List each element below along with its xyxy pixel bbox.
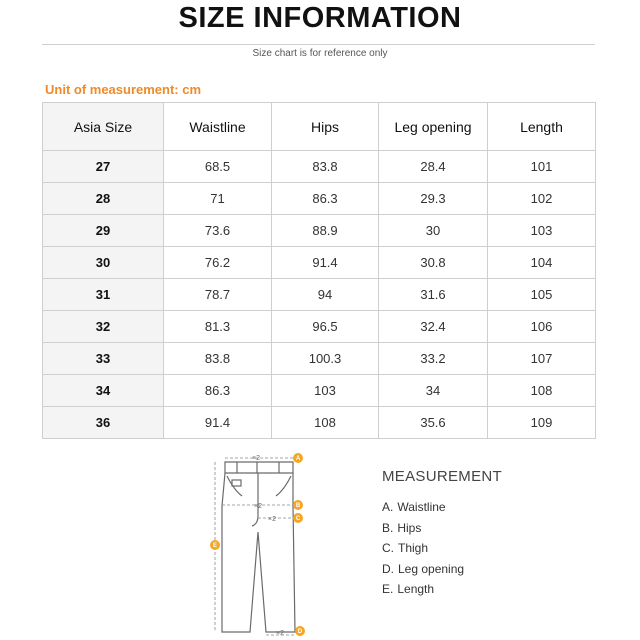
waistline-cell: 86.3 — [164, 375, 272, 407]
measurement-title: MEASUREMENT — [382, 468, 502, 485]
size-table — [42, 102, 596, 439]
unit-note: Unit of measurement: cm — [45, 82, 202, 97]
size-cell: 31 — [43, 279, 164, 311]
legend-letter: A. — [382, 500, 394, 514]
column-header-hips: Hips — [272, 103, 379, 151]
table-row — [43, 215, 596, 247]
waistline-cell: 78.7 — [164, 279, 272, 311]
table-row — [43, 311, 596, 343]
waist-multiplier: ×2 — [252, 455, 260, 462]
legend-item — [382, 520, 464, 541]
leg-opening-cell: 30 — [379, 215, 488, 247]
legend-label: Waistline — [397, 500, 446, 514]
hips-cell: 86.3 — [272, 183, 379, 215]
hips-cell: 100.3 — [272, 343, 379, 375]
legend-item — [382, 540, 464, 561]
table-row — [43, 183, 596, 215]
length-cell: 102 — [488, 183, 596, 215]
column-header-waistline: Waistline — [164, 103, 272, 151]
table-row — [43, 343, 596, 375]
size-cell: 29 — [43, 215, 164, 247]
length-cell: 106 — [488, 311, 596, 343]
size-cell: 32 — [43, 311, 164, 343]
leg-opening-cell: 33.2 — [379, 343, 488, 375]
marker-b-label: B — [295, 503, 301, 509]
size-cell: 30 — [43, 247, 164, 279]
column-header-length: Length — [488, 103, 596, 151]
leg-opening-cell: 35.6 — [379, 407, 488, 439]
waistline-cell: 81.3 — [164, 311, 272, 343]
hips-cell: 103 — [272, 375, 379, 407]
table-row — [43, 279, 596, 311]
table-row — [43, 247, 596, 279]
legend-item — [382, 581, 464, 602]
title-divider — [42, 44, 595, 45]
leg-opening-cell: 32.4 — [379, 311, 488, 343]
column-header-asia-size: Asia Size — [43, 103, 164, 151]
pants-waistband — [225, 462, 293, 473]
table-row — [43, 151, 596, 183]
size-cell: 34 — [43, 375, 164, 407]
marker-a-label: A — [295, 456, 301, 462]
pants-diagram — [200, 446, 320, 640]
hips-cell: 91.4 — [272, 247, 379, 279]
measurement-legend — [382, 499, 464, 602]
marker-e-label: E — [212, 543, 218, 549]
leg-opening-cell: 34 — [379, 375, 488, 407]
size-cell: 36 — [43, 407, 164, 439]
waistline-cell: 68.5 — [164, 151, 272, 183]
legend-label: Hips — [397, 520, 422, 535]
leg-opening-cell: 30.8 — [379, 247, 488, 279]
length-cell: 103 — [488, 215, 596, 247]
waistline-cell: 76.2 — [164, 247, 272, 279]
legend-letter: C. — [382, 541, 394, 555]
legend-letter: B. — [382, 520, 394, 535]
marker-d-label: D — [297, 629, 303, 635]
legend-item — [382, 561, 464, 582]
hips-cell: 88.9 — [272, 215, 379, 247]
waistline-cell: 91.4 — [164, 407, 272, 439]
hips-cell: 108 — [272, 407, 379, 439]
column-header-leg-opening: Leg opening — [379, 103, 488, 151]
hips-multiplier: ×2 — [254, 503, 262, 510]
thigh-multiplier: ×2 — [268, 516, 276, 523]
size-cell: 27 — [43, 151, 164, 183]
legend-label: Leg opening — [398, 561, 465, 576]
length-cell: 105 — [488, 279, 596, 311]
legend-letter: E. — [382, 582, 394, 596]
table-row — [43, 407, 596, 439]
table-row — [43, 375, 596, 407]
waistline-cell: 71 — [164, 183, 272, 215]
leg-opening-cell: 31.6 — [379, 279, 488, 311]
marker-c-label: C — [295, 516, 301, 522]
leg-opening-cell: 29.3 — [379, 183, 488, 215]
waistline-cell: 73.6 — [164, 215, 272, 247]
legend-label: Thigh — [398, 541, 429, 555]
legend-letter: D. — [382, 561, 394, 576]
leg-opening-cell: 28.4 — [379, 151, 488, 183]
length-cell: 104 — [488, 247, 596, 279]
table-header-row — [43, 103, 596, 151]
length-cell: 109 — [488, 407, 596, 439]
legend-item — [382, 499, 464, 520]
waistline-cell: 83.8 — [164, 343, 272, 375]
hips-cell: 96.5 — [272, 311, 379, 343]
length-cell: 108 — [488, 375, 596, 407]
reference-note: Size chart is for reference only — [252, 48, 388, 59]
length-cell: 107 — [488, 343, 596, 375]
hips-cell: 83.8 — [272, 151, 379, 183]
hips-cell: 94 — [272, 279, 379, 311]
page-title: SIZE INFORMATION — [178, 2, 462, 34]
length-cell: 101 — [488, 151, 596, 183]
leg-opening-multiplier: ×2 — [276, 630, 284, 637]
size-cell: 33 — [43, 343, 164, 375]
legend-label: Length — [397, 582, 435, 596]
size-cell: 28 — [43, 183, 164, 215]
